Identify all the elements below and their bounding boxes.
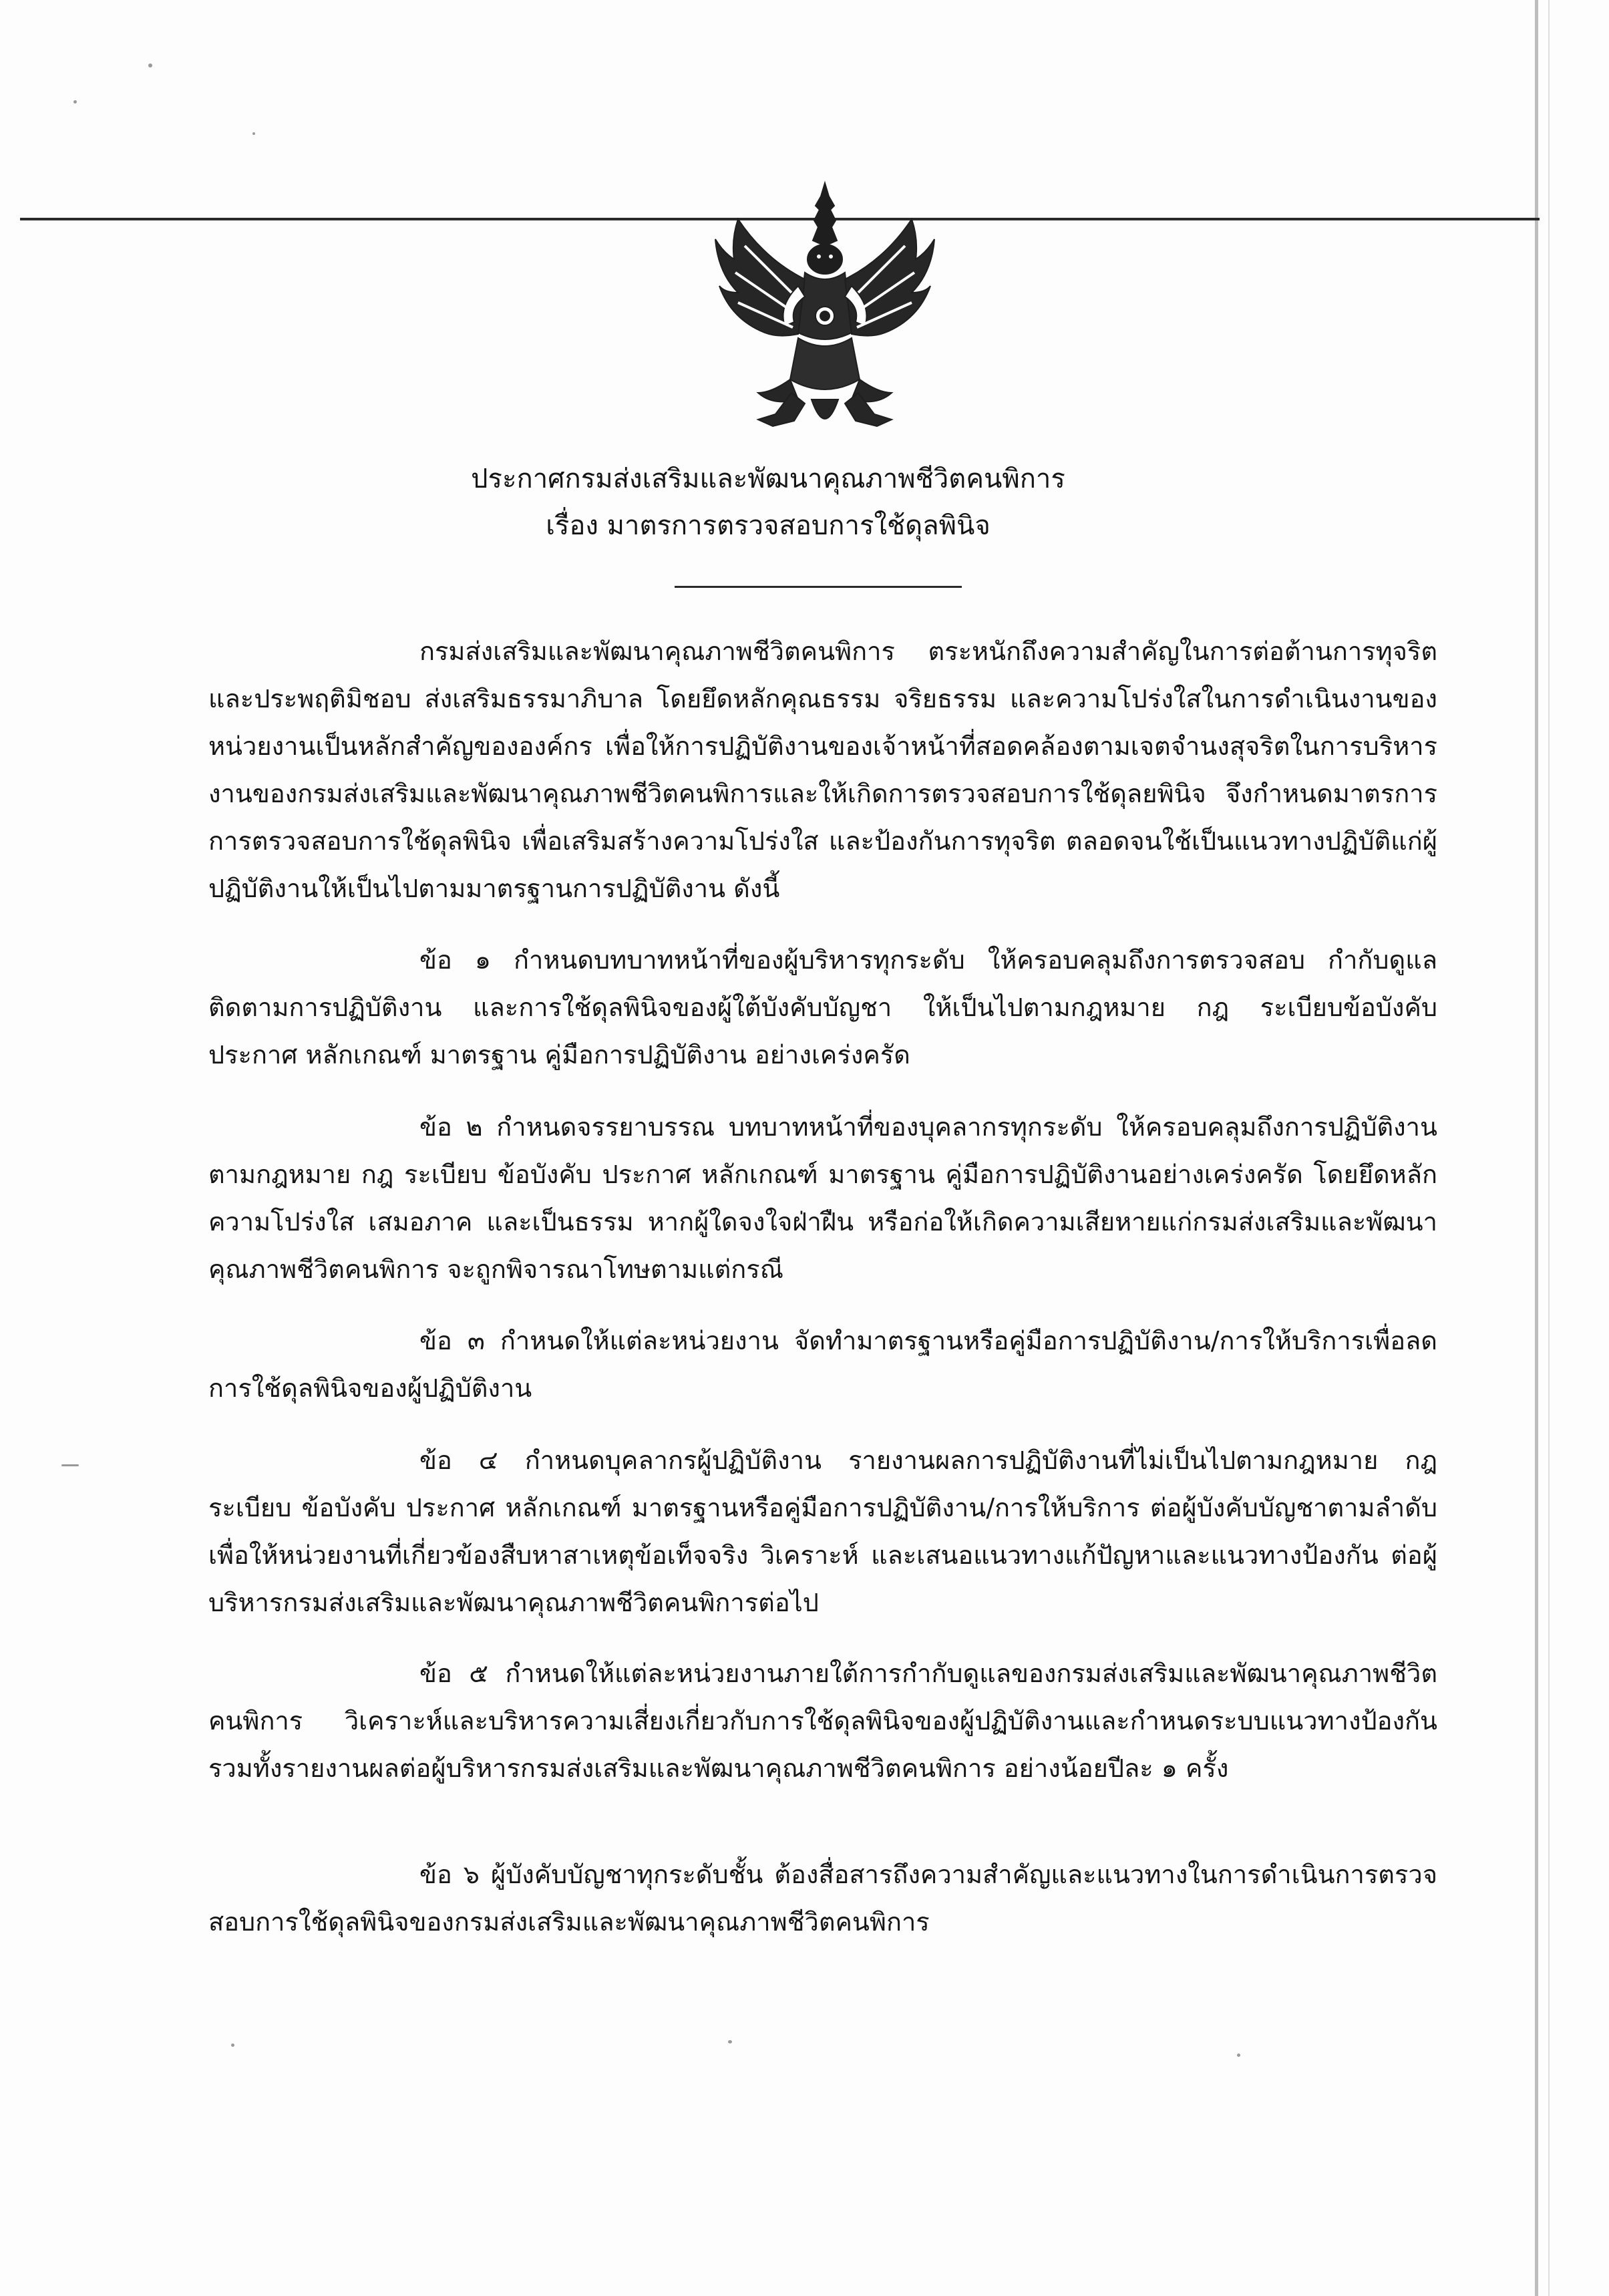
clause-4: ข้อ ๔ กำหนดบุคลากรผู้ปฏิบัติงาน รายงานผลการปฏิบัติงานที่ไม่เป็นไปตามกฎหมาย กฎระเบียบ ข้อบังคับ ประกาศ หลักเกณฑ์ มาตรฐานหรือคู่มือการปฏิบัติงาน/การให้บริการ ต่อผู้บังคับบัญชาตามลำดับเพื่อให้หน่วยงานที่เกี่ยวข้องสืบหาสาเหตุข้อเท็จจริง วิเคราะห์ และเสนอแนวทางแก้ปัญหาและแนวทางป้องกัน ต่อผู้บริหารกรมส่งเสริมและพัฒนาคุณภาพชีวิตคนพิการต่อไป	[208, 1446, 1437, 1617]
clause-2: ข้อ ๒ กำหนดจรรยาบรรณ บทบาทหน้าที่ของบุคลากรทุกระดับ ให้ครอบคลุมถึงการปฏิบัติงานตามกฎหมาย กฎ ระเบียบ ข้อบังคับ ประกาศ หลักเกณฑ์ มาตรฐาน คู่มือการปฏิบัติงานอย่างเคร่งครัด โดยยึดหลักความโปร่งใส เสมอภาค และเป็นธรรม หากผู้ใดจงใจฝ่าฝืน หรือก่อให้เกิดความเสียหายแก่กรมส่งเสริมและพัฒนาคุณภาพชีวิตคนพิการ จะถูกพิจารณาโทษตามแต่กรณี	[208, 1112, 1437, 1284]
scan-edge-line	[1548, 0, 1550, 2296]
scan-edge-shadow	[1535, 0, 1538, 2296]
clause-1: ข้อ ๑ กำหนดบทบาทหน้าที่ของผู้บริหารทุกระดับ ให้ครอบคลุมถึงการตรวจสอบ กำกับดูแล ติดตามการปฏิบัติงาน และการใช้ดุลพินิจของผู้ใต้บังคับบัญชา ให้เป็นไปตามกฎหมาย กฎ ระเบียบข้อบังคับ ประกาศ หลักเกณฑ์ มาตรฐาน คู่มือการปฏิบัติงาน อย่างเคร่งครัด	[208, 945, 1437, 1070]
scan-speck	[252, 132, 255, 135]
clause-6: ข้อ ๖ ผู้บังคับบัญชาทุกระดับชั้น ต้องสื่อสารถึงความสำคัญและแนวทางในการดำเนินการตรวจสอบการใช้ดุลพินิจของกรมส่งเสริมและพัฒนาคุณภาพชีวิตคนพิการ	[208, 1860, 1437, 1937]
scan-speck	[61, 1464, 79, 1466]
scan-speck	[73, 100, 77, 104]
intro-paragraph: กรมส่งเสริมและพัฒนาคุณภาพชีวิตคนพิการ ตระหนักถึงความสำคัญในการต่อต้านการทุจริตและประพฤติมิชอบ ส่งเสริมธรรมาภิบาล โดยยึดหลักคุณธรรม จริยธรรม และความโปร่งใสในการดำเนินงานของหน่วยงานเป็นหลักสำคัญขององค์กร เพื่อให้การปฏิบัติงานของเจ้าหน้าที่สอดคล้องตามเจตจำนงสุจริตในการบริหารงานของกรมส่งเสริมและพัฒนาคุณภาพชีวิตคนพิการและให้เกิดการตรวจสอบการใช้ดุลยพินิจ จึงกำหนดมาตรการการตรวจสอบการใช้ดุลพินิจ เพื่อเสริมสร้างความโปร่งใส และป้องกันการทุจริต ตลอดจนใช้เป็นแนวทางปฏิบัติแก่ผู้ปฏิบัติงานให้เป็นไปตามมาตรฐานการปฏิบัติงาน ดังนี้	[208, 637, 1437, 903]
clause-3: ข้อ ๓ กำหนดให้แต่ละหน่วยงาน จัดทำมาตรฐานหรือคู่มือการปฏิบัติงาน/การให้บริการเพื่อลดการใช้ดุลพินิจของผู้ปฏิบัติงาน	[208, 1326, 1437, 1403]
scan-speck	[231, 2043, 234, 2047]
scan-speck	[148, 63, 152, 67]
garuda-emblem-icon	[711, 179, 938, 438]
scan-speck	[1237, 2054, 1240, 2057]
header-divider	[675, 586, 962, 588]
clause-5: ข้อ ๕ กำหนดให้แต่ละหน่วยงานภายใต้การกำกับดูแลของกรมส่งเสริมและพัฒนาคุณภาพชีวิตคนพิการ วิเคราะห์และบริหารความเสี่ยงเกี่ยวกับการใช้ดุลพินิจของผู้ปฏิบัติงานและกำหนดระบบแนวทางป้องกัน รวมทั้งรายงานผลต่อผู้บริหารกรมส่งเสริมและพัฒนาคุณภาพชีวิตคนพิการ อย่างน้อยปีละ ๑ ครั้ง	[208, 1659, 1437, 1783]
scan-speck	[728, 2040, 732, 2043]
announcement-title: ประกาศกรมส่งเสริมและพัฒนาคุณภาพชีวิตคนพิการ	[471, 464, 1065, 494]
announcement-subject: เรื่อง มาตรการตรวจสอบการใช้ดุลพินิจ	[546, 510, 991, 541]
